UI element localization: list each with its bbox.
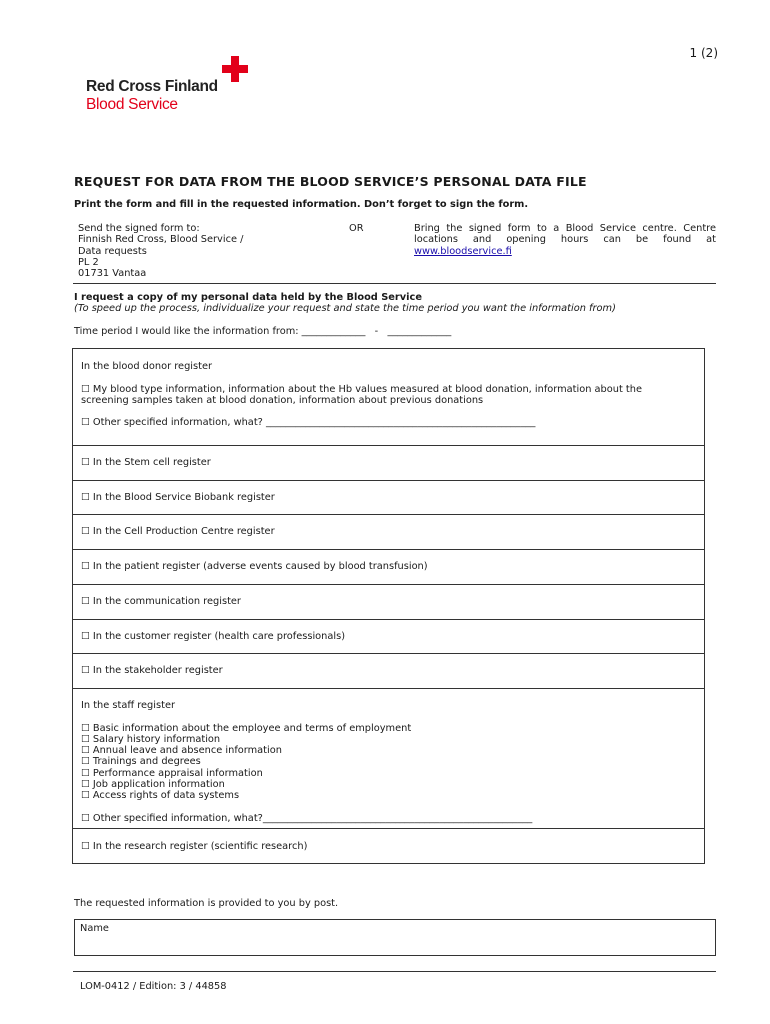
- register-text: ☐ In the stakeholder register: [81, 665, 223, 676]
- register-table: [72, 348, 705, 864]
- instruction-text: Print the form and fill in the requested information. Don’t forget to sign the form.: [74, 199, 529, 210]
- page-number: 1 (2): [689, 46, 718, 60]
- register-row-customer[interactable]: [73, 620, 704, 654]
- logo-text-service: Blood Service: [86, 96, 178, 113]
- page-title: REQUEST FOR DATA FROM THE BLOOD SERVICE’S PERSONAL DATA FILE: [74, 174, 587, 189]
- register-row-blood-donor[interactable]: [73, 349, 704, 446]
- footer-divider: [73, 971, 716, 972]
- divider: [73, 283, 716, 284]
- request-heading: I request a copy of my personal data held by the Blood Service: [74, 292, 422, 303]
- address-line: Send the signed form to:: [78, 223, 200, 234]
- form-code: LOM-0412 / Edition: 3 / 44858: [80, 981, 227, 992]
- register-text: In the blood donor register ☐ My blood type information, information about the Hb values measured at blood donation, information about the screening samples taken at blood donation, information about previous donations ☐ Other specified information, what? _______________________________________________________: [81, 361, 643, 429]
- register-row-biobank[interactable]: [73, 481, 704, 515]
- register-row-communication[interactable]: [73, 585, 704, 620]
- time-period-field[interactable]: Time period I would like the information from: _____________ - _____________: [74, 326, 452, 337]
- logo-text-org: Red Cross Finland: [86, 78, 218, 95]
- red-cross-icon: [222, 56, 248, 82]
- or-label: OR: [349, 223, 364, 234]
- bring-instruction: Bring the signed form to a Blood Service centre. Centre locations and opening hours can be found at: [414, 223, 716, 246]
- register-text: ☐ In the research register (scientific research): [81, 841, 308, 852]
- register-row-patient[interactable]: [73, 550, 704, 585]
- delivery-note: The requested information is provided to you by post.: [74, 898, 339, 909]
- register-row-staff[interactable]: [73, 689, 704, 829]
- address-line: 01731 Vantaa: [78, 268, 147, 280]
- register-text: ☐ In the Stem cell register: [81, 457, 211, 468]
- register-text: In the staff register ☐ Basic information about the employee and terms of employment ☐ Salary history information ☐ Annual leave and absence information ☐ Trainings and degrees ☐ Performance appraisal information ☐ Job application information ☐ Access rights of data systems ☐ Other specified information, what?_______________________________________________________: [81, 700, 533, 824]
- address-line: Data requests: [78, 245, 147, 257]
- register-text: ☐ In the customer register (health care professionals): [81, 631, 346, 642]
- register-text: ☐ In the patient register (adverse events caused by blood transfusion): [81, 561, 428, 572]
- register-row-research[interactable]: [73, 829, 704, 863]
- register-row-cell-production[interactable]: [73, 515, 704, 550]
- red-cross-logo: [86, 56, 256, 116]
- register-row-stakeholder[interactable]: [73, 654, 704, 689]
- request-subheading: (To speed up the process, individualize your request and state the time period you want the information from): [74, 303, 616, 314]
- address-line: Finnish Red Cross, Blood Service /: [78, 234, 244, 246]
- register-row-stem-cell[interactable]: [73, 446, 704, 481]
- bloodservice-link[interactable]: www.bloodservice.fi: [414, 246, 512, 257]
- register-text: ☐ In the Cell Production Centre register: [81, 526, 275, 537]
- address-line: PL 2: [78, 256, 99, 268]
- name-field[interactable]: [74, 919, 716, 956]
- register-text: ☐ In the Blood Service Biobank register: [81, 492, 275, 503]
- send-address: [78, 223, 243, 279]
- register-text: ☐ In the communication register: [81, 596, 241, 607]
- name-label: Name: [80, 923, 109, 934]
